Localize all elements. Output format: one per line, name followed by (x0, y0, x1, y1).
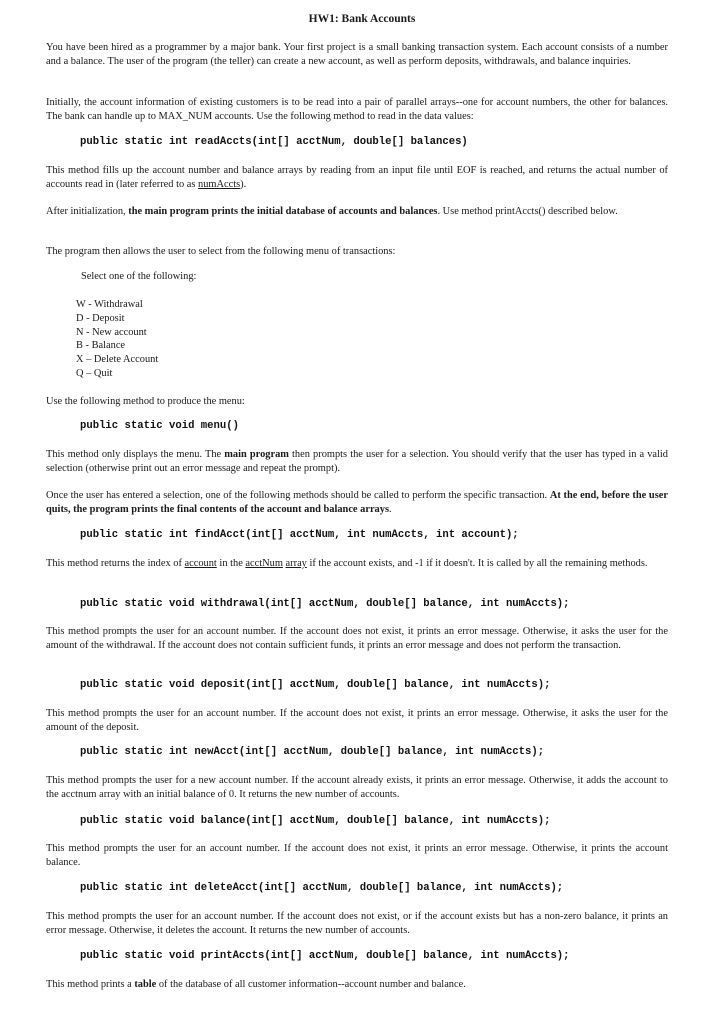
balance-description (46, 842, 668, 869)
intro-text: You have been hired as a programmer by a major bank. Your first project is a small banking transaction system. Each account consists of a number and a balance. The user of the program (the teller) can create a new account, as well as perform deposits, withdrawals, and balance inquiries. (46, 42, 668, 67)
selection-text (46, 489, 668, 516)
readAccts-text-main: This method fills up the account number and balance arrays by reading from an input file until EOF is reached, and returns the actual number of accounts read in (later referred to as (46, 165, 668, 190)
readAccts-description (46, 164, 668, 191)
menu-intro-text: The program then allows the user to select from the following menu of transactions: (46, 246, 396, 257)
findAcct-text-a: This method returns the index of (46, 558, 185, 569)
selection-text-b: . (389, 503, 392, 515)
code-balance: public static void balance(int[] acctNum, double[] balance, int numAccts); (80, 815, 551, 827)
menu-option: N - New account (76, 326, 147, 338)
findAcct-text-b: in the (216, 558, 246, 569)
deleteAcct-description (46, 910, 668, 937)
menu-method-intro-text: Use the following method to produce the menu: (46, 396, 245, 407)
menu-desc-bold: main program (224, 449, 289, 460)
array-term: array (285, 558, 307, 569)
init-text-b: . Use method printAccts() described below. (437, 206, 618, 217)
code-deposit: public static void deposit(int[] acctNum, double[] balance, int numAccts); (80, 679, 551, 691)
code-printAccts: public static void printAccts(int[] acctNum, double[] balance, int numAccts); (80, 950, 570, 962)
withdrawal-description (46, 625, 668, 652)
readAccts-text-end: ). (240, 178, 247, 190)
code-menu: public static void menu() (80, 420, 239, 432)
intro-paragraph (46, 41, 668, 68)
newAcct-text: This method prompts the user for a new account number. If the account already exists, it prints an error message. Otherwise, it adds the account to the acctnum array with an initial balance of 0. It returns the new number of accounts. (46, 775, 668, 800)
code-readAccts: public static int readAccts(int[] acctNum, double[] balances) (80, 136, 468, 148)
menu-option: Q – Quit (76, 367, 113, 379)
deleteAcct-text: This method prompts the user for an account number. If the account does not exist, or if the account exists but has a non-zero balance, it prints an error message. Otherwise, it deletes the account. It returns the new number of accounts. (46, 911, 668, 936)
findAcct-text-d: if the account exists, and -1 if it doesn't. It is called by all the remaining methods. (306, 558, 648, 569)
findAcct-text (46, 557, 668, 571)
menu-options-list (76, 298, 158, 381)
withdrawal-text: This method prompts the user for an account number. If the account does not exist, it prints an error message. Otherwise, it asks the user for the amount of the withdrawal. If the account does not contain sufficient funds, it prints an error message and does not perform the transaction. (46, 626, 668, 651)
menu-option: D - Deposit (76, 312, 125, 324)
initialization-paragraph (46, 205, 668, 219)
menu-method-intro (46, 395, 668, 409)
numAccts-term: numAccts (198, 178, 241, 190)
printAccts-text (46, 978, 668, 992)
menu-desc-b: then prompts the user for a selection. You should verify that the user has typed in a valid selection (otherwise print out an error message and repeat the prompt). (46, 449, 669, 474)
menu-option: X – Delete Account (76, 354, 159, 366)
selection-text-a: Once the user has entered a selection, one of the following methods should be called to perform the specific transaction. (46, 490, 550, 501)
balance-text: This method prompts the user for an account number. If the account does not exist, it prints an error message. Otherwise, it prints the account balance. (46, 843, 668, 868)
printAccts-text-b: of the database of all customer information--account number and balance. (156, 979, 466, 990)
menu-intro-paragraph (46, 245, 668, 259)
arrays-text: Initially, the account information of existing customers is to be read into a pair of parallel arrays--one for account numbers, the other for balances. The bank can handle up to MAX_NUM accounts. Use the following method to read in the data values: (46, 97, 668, 122)
menu-description (46, 448, 668, 475)
findAcct-description (46, 557, 668, 571)
deposit-description (46, 707, 668, 734)
selection-paragraph (46, 489, 668, 516)
menu-desc-a: This method only displays the menu. The (46, 449, 225, 460)
code-findAcct: public static int findAcct(int[] acctNum, int numAccts, int account); (80, 529, 519, 541)
readAccts-text (46, 164, 668, 191)
printAccts-text-a: This method prints a (46, 979, 135, 990)
menu-option: W - Withdrawal (76, 299, 143, 310)
document-title: HW1: Bank Accounts (308, 13, 416, 25)
deposit-text: This method prompts the user for an account number. If the account does not exist, it prints an error message. Otherwise, it asks the user for the amount of the deposit. (46, 708, 668, 733)
code-newAcct: public static int newAcct(int[] acctNum, double[] balance, int numAccts); (80, 746, 545, 758)
menu-option: B - Balance (76, 340, 126, 352)
printAccts-description (46, 978, 668, 992)
init-text-a: After initialization, (46, 206, 129, 217)
table-term: table (134, 979, 157, 990)
acctNum-term: acctNum (245, 558, 283, 569)
newAcct-description (46, 774, 668, 801)
arrays-paragraph (46, 96, 668, 123)
init-text-bold: the main program prints the initial database of accounts and balances (128, 206, 438, 217)
initialization-text (46, 205, 668, 219)
code-withdrawal: public static void withdrawal(int[] acctNum, double[] balance, int numAccts); (80, 598, 570, 610)
menu-description-text (46, 448, 668, 475)
selection-text-bold: At the end, before the user quits, the program prints the final contents of the account and balance arrays (46, 490, 668, 515)
menu-prompt: Select one of the following: (81, 271, 197, 282)
account-term: account (184, 558, 217, 569)
code-deleteAcct: public static int deleteAcct(int[] acctNum, double[] balance, int numAccts); (80, 882, 564, 894)
